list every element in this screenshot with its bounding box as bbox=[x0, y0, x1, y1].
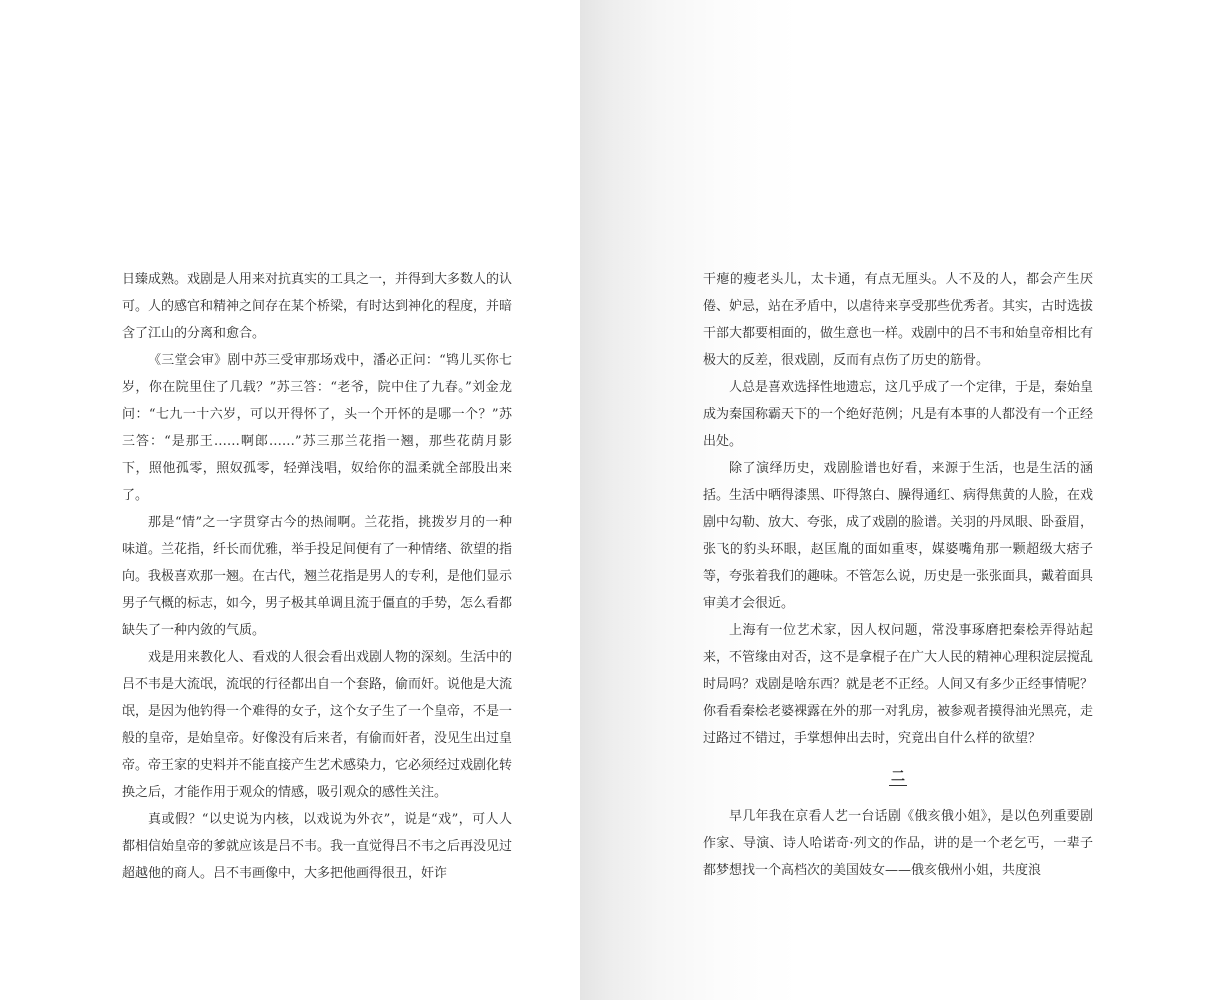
paragraph-selective-forgetting: 人总是喜欢选择性地遗忘，这几乎成了一个定律，于是，秦始皇成为秦国称霸天下的一个绝好范例；凡是有本事的人都没有一个正经出处。 bbox=[703, 380, 1094, 449]
right-page-text bbox=[703, 266, 1093, 884]
paragraph-lv-buwei: 戏是用来教化人、看戏的人很会看出戏剧人物的深刻。生活中的吕不韦是大流氓，流氓的行径都出自一个套路，偷而奸。说他是大流氓，是因为他钓得一个难得的女子，这个女子生了一个皇帝，不是一般的皇帝，是始皇帝。好像没有后来者，有偷而奸者，没见生出过皇帝。帝王家的史料并不能直接产生艺术感染力，它必须经过戏剧化转换之后，才能作用于观众的情感，吸引观众的感性关注。 bbox=[122, 650, 513, 800]
paragraph-qin-hui: 上海有一位艺术家，因人权问题，常没事琢磨把秦桧弄得站起来，不管缘由对否，这不是拿棍子在广大人民的精神心理积淀层搅乱时局吗？戏剧是啥东西？就是老不正经。人间又有多少正经事情呢？你看看秦桧老婆裸露在外的那一对乳房，被参观者摸得油光黑亮，走过路过不错过，手掌想伸出去时，究竟出自什么样的欲望？ bbox=[703, 623, 1094, 746]
paragraph-miss-ohio: 早几年我在京看人艺一台话剧《俄亥俄小姐》，是以色列重要剧作家、导演、诗人哈诺奇·列文的作品，讲的是一个老乞丐，一辈子都梦想找一个高档次的美国妓女——俄亥俄州小姐，共度浪 bbox=[703, 809, 1093, 878]
section-heading bbox=[703, 764, 1093, 791]
left-page bbox=[0, 0, 580, 1000]
paragraph-opera-masks: 除了演绎历史，戏剧脸谱也好看，来源于生活，也是生活的涵括。生活中晒得漆黑、吓得煞白、臊得通红、病得焦黄的人脸，在戏剧中勾勒、放大、夸张，成了戏剧的脸谱。关羽的丹凤眼、卧蚕眉，张飞的豹头环眼，赵匡胤的面如重枣，媒婆嘴角那一颗超级大痞子等，夸张着我们的趣味。不管怎么说，历史是一张张面具，戴着面具审美才会很近。 bbox=[703, 461, 1094, 611]
section-number: 二 bbox=[891, 769, 905, 785]
paragraph-lanhua-zhi: 那是“情”之一字贯穿古今的热闹啊。兰花指，挑拨岁月的一种味道。兰花指，纤长而优雅，举手投足间便有了一种情绪、欲望的指向。我极喜欢那一翘。在古代，翘兰花指是男人的专利，是他们显示男子气概的标志，如今，男子极其单调且流于僵直的手势，怎么看都缺失了一种内敛的气质。 bbox=[122, 515, 513, 638]
left-page-text bbox=[122, 266, 512, 887]
paragraph-zhen-huo-jia: 真或假？“以史说为内核，以戏说为外衣”，说是“戏”，可人人都相信始皇帝的爹就应该是吕不韦。我一直觉得吕不韦之后再没见过超越他的商人。吕不韦画像中，大多把他画得很丑，奸诈 bbox=[122, 812, 513, 881]
paragraph-santang-huishen: 《三堂会审》剧中苏三受审那场戏中，潘必正问：“鸨儿买你七岁，你在院里住了几载？”苏三答：“老爷，院中住了九春。”刘金龙问：“七九一十六岁，可以开得怀了，头一个开怀的是哪一个？”苏三答：“是那王……啊郎……”苏三那兰花指一翘，那些花荫月影下，照他孤零，照奴孤零，轻弹浅唱，奴给你的温柔就全部股出来了。 bbox=[122, 353, 512, 503]
paragraph-continued: 干瘪的瘦老头儿，太卡通，有点无厘头。人不及的人，都会产生厌倦、妒忌，站在矛盾中，以虐待来享受那些优秀者。其实，古时选拔干部大都要相面的，做生意也一样。戏剧中的吕不韦和始皇帝相比有极大的反差，很戏剧，反而有点伤了历史的筋骨。 bbox=[703, 272, 1094, 368]
right-page bbox=[580, 0, 1214, 1000]
paragraph-continued: 日臻成熟。戏剧是人用来对抗真实的工具之一，并得到大多数人的认可。人的感官和精神之间存在某个桥梁，有时达到神化的程度，并暗含了江山的分离和愈合。 bbox=[122, 272, 513, 341]
